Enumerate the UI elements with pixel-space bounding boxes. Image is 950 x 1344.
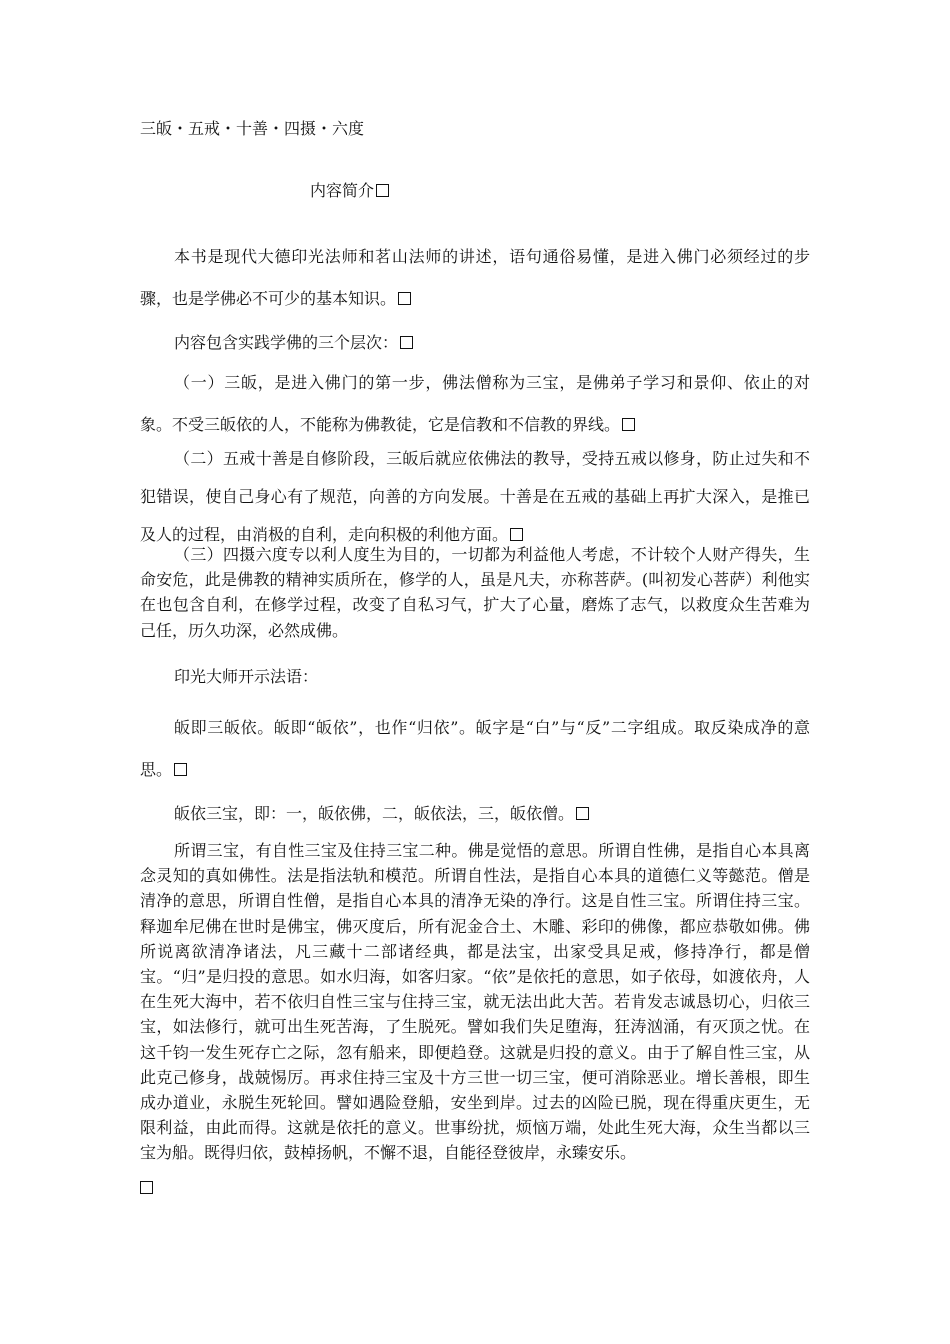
placeholder-box-icon: [398, 292, 411, 305]
levels-heading: [174, 333, 413, 353]
refuge-definition-paragraph: [140, 707, 810, 791]
three-jewels-paragraph: [140, 838, 810, 1166]
three-refuges-line: [174, 804, 589, 824]
refuge-definition-paragraph-text: 皈即三皈依。皈即“皈依”，也作“归依”。皈字是“白”与“反”二字组成。取反染成净的意思。: [140, 718, 810, 779]
level-three-paragraph-text: （三）四摄六度专以利人度生为目的，一切都为利益他人考虑，不计较个人财产得失，生命安危，此是佛教的精神实质所在，修学的人，虽是凡夫，亦称菩萨。(叫初发心菩萨）利他实在也包含自利，在修学过程，改变了自私习气，扩大了心量，磨炼了志气，以救度众生苦难为己任，历久功深，必然成佛。: [140, 545, 810, 640]
placeholder-box-icon: [622, 418, 635, 431]
placeholder-box-icon: [510, 528, 523, 541]
levels-heading-text: 内容包含实践学佛的三个层次：: [174, 333, 399, 352]
placeholder-box-icon: [140, 1181, 153, 1194]
level-three-paragraph: [140, 542, 810, 643]
three-jewels-paragraph-text: 所谓三宝，有自性三宝及住持三宝二种。佛是觉悟的意思。所谓自性佛，是指自心本具离念灵知的真如佛性。法是指法轨和模范。所谓自性法，是指自心本具的道德仁义等懿范。僧是清净的意思，所谓自性僧，是指自心本具的清净无染的净行。这是自性三宝。所谓住持三宝。释迦牟尼佛在世时是佛宝，佛灭度后，所有泥金合土、木雕、彩印的佛像，都应恭敬如佛。佛所说离欲清净诸法，凡三藏十二部诸经典，都是法宝，出家受具足戒，修持净行，都是僧宝。“归”是归投的意思。如水归海，如客归家。“依”是依托的意思，如子依母，如渡依舟，人在生死大海中，若不依归自性三宝与住持三宝，就无法出此大苦。若肯发志诚恳切心，归依三宝，如法修行，就可出生死苦海，了生脱死。譬如我们失足堕海，狂涛汹涌，有灭顶之忧。在这千钧一发生死存亡之际，忽有船来，即便趋登。这就是归投的意义。由于了解自性三宝，从此克己修身，战兢惕厉。再求住持三宝及十方三世一切三宝，便可消除恶业。增长善根，即生成办道业，永脱生死轮回。譬如遇险登船，安坐到岸。过去的凶险已脱，现在得重庆更生，无限利益，由此而得。这就是依托的意义。世事纷扰，烦恼万端，处此生死大海，众生当都以三宝为船。既得归依，鼓棹扬帆，不懈不退，自能径登彼岸，永臻安乐。: [140, 841, 810, 1163]
intro-paragraph: [140, 236, 810, 320]
section-title-text: 内容简介: [310, 181, 375, 200]
intro-paragraph-text: 本书是现代大德印光法师和茗山法师的讲述，语句通俗易懂，是进入佛门必须经过的步骤，也是学佛必不可少的基本知识。: [140, 247, 810, 308]
level-one-paragraph-text: （一）三皈，是进入佛门的第一步，佛法僧称为三宝，是佛弟子学习和景仰、依止的对象。不受三皈依的人，不能称为佛教徒，它是信教和不信教的界线。: [140, 373, 810, 434]
placeholder-box-icon: [576, 807, 589, 820]
level-two-paragraph: [140, 440, 810, 554]
document-header: [140, 119, 364, 139]
level-two-paragraph-text: （二）五戒十善是自修阶段，三皈后就应依佛法的教导，受持五戒以修身，防止过失和不犯错误，使自己身心有了规范，向善的方向发展。十善是在五戒的基础上再扩大深入，是推已及人的过程，由消极的自利，走向积极的利他方面。: [140, 449, 810, 544]
trailing-box: [140, 1178, 153, 1198]
placeholder-box-icon: [174, 763, 187, 776]
level-one-paragraph: [140, 362, 810, 446]
placeholder-box-icon: [400, 336, 413, 349]
placeholder-box-icon: [376, 184, 389, 197]
dharma-talk-heading: [174, 667, 318, 687]
document-header-text: 三皈・五戒・十善・四摄・六度: [140, 119, 365, 138]
three-refuges-line-text: 皈依三宝，即：一，皈依佛，二，皈依法，三，皈依僧。: [174, 804, 575, 823]
section-title: [310, 181, 389, 201]
dharma-talk-heading-text: 印光大师开示法语：: [174, 667, 319, 686]
